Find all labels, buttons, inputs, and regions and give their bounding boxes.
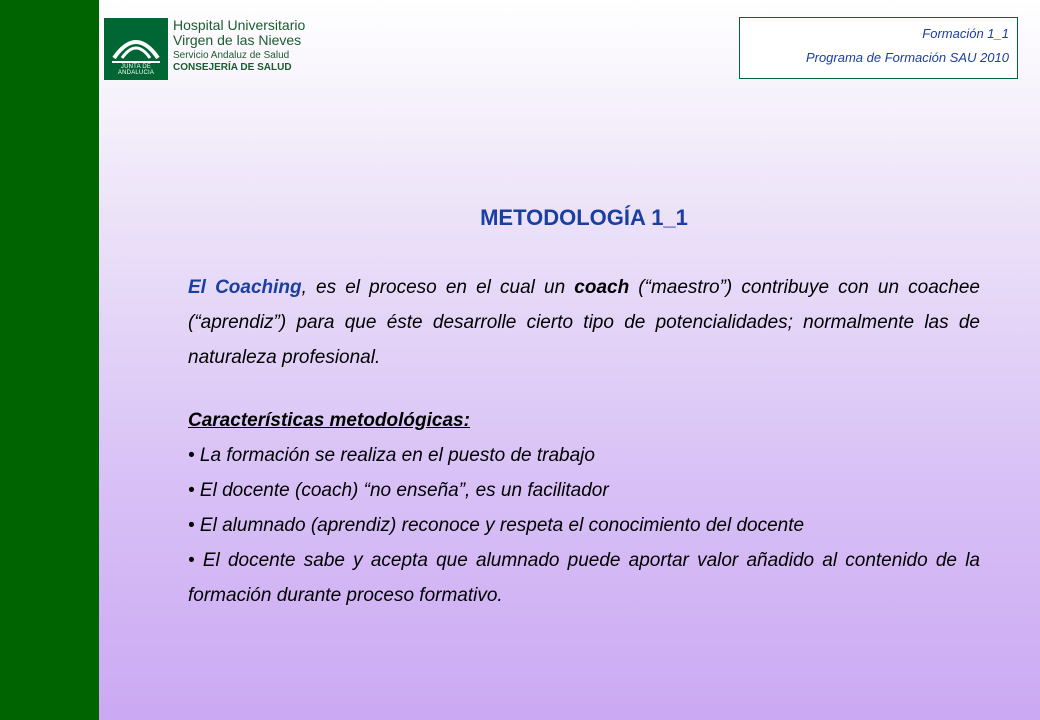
intro-text-part2: (“maestro”) contribuye con un coachee (“aprendiz”) para que éste desarrolle cierto tipo de potencialidades; normalmente las de naturaleza profesional. [188, 277, 981, 368]
logo-ministry-name: CONSEJERÍA DE SALUD [173, 62, 292, 73]
logo-hospital-name-2: Virgen de las Nieves [173, 32, 302, 48]
logo-text-block [168, 18, 305, 80]
intro-text-part1: , es el proceso en el cual un [301, 277, 575, 298]
program-module-label: Formación 1_1 [922, 26, 1009, 41]
section-heading: Características metodológicas: [188, 410, 470, 431]
junta-andalucia-emblem-icon [104, 18, 168, 80]
program-name-label: Programa de Formación SAU 2010 [805, 50, 1009, 65]
program-info-box [739, 17, 1018, 79]
intro-paragraph [188, 270, 980, 375]
coaching-term: El Coaching [188, 277, 302, 298]
main-content [188, 270, 980, 613]
logo-service-name: Servicio Andaluz de Salud [173, 50, 290, 61]
page-title: METODOLOGÍA 1_1 [480, 205, 688, 230]
left-side-band [0, 0, 99, 720]
logo-hospital-name: Hospital Universitario [173, 17, 306, 33]
hospital-logo [104, 18, 310, 80]
list-item: • La formación se realiza en el puesto de trabajo [188, 445, 595, 466]
list-item: • El alumnado (aprendiz) reconoce y respeta el conocimiento del docente [188, 515, 805, 536]
coach-term: coach [574, 277, 630, 298]
characteristics-list [188, 438, 980, 613]
list-item: • El docente sabe y acepta que alumnado puede aportar valor añadido al contenido de la formación durante proceso formativo. [188, 550, 980, 606]
emblem-caption: JUNTA DE ANDALUCIA [117, 64, 155, 76]
list-item: • El docente (coach) “no enseña”, es un facilitador [188, 480, 609, 501]
